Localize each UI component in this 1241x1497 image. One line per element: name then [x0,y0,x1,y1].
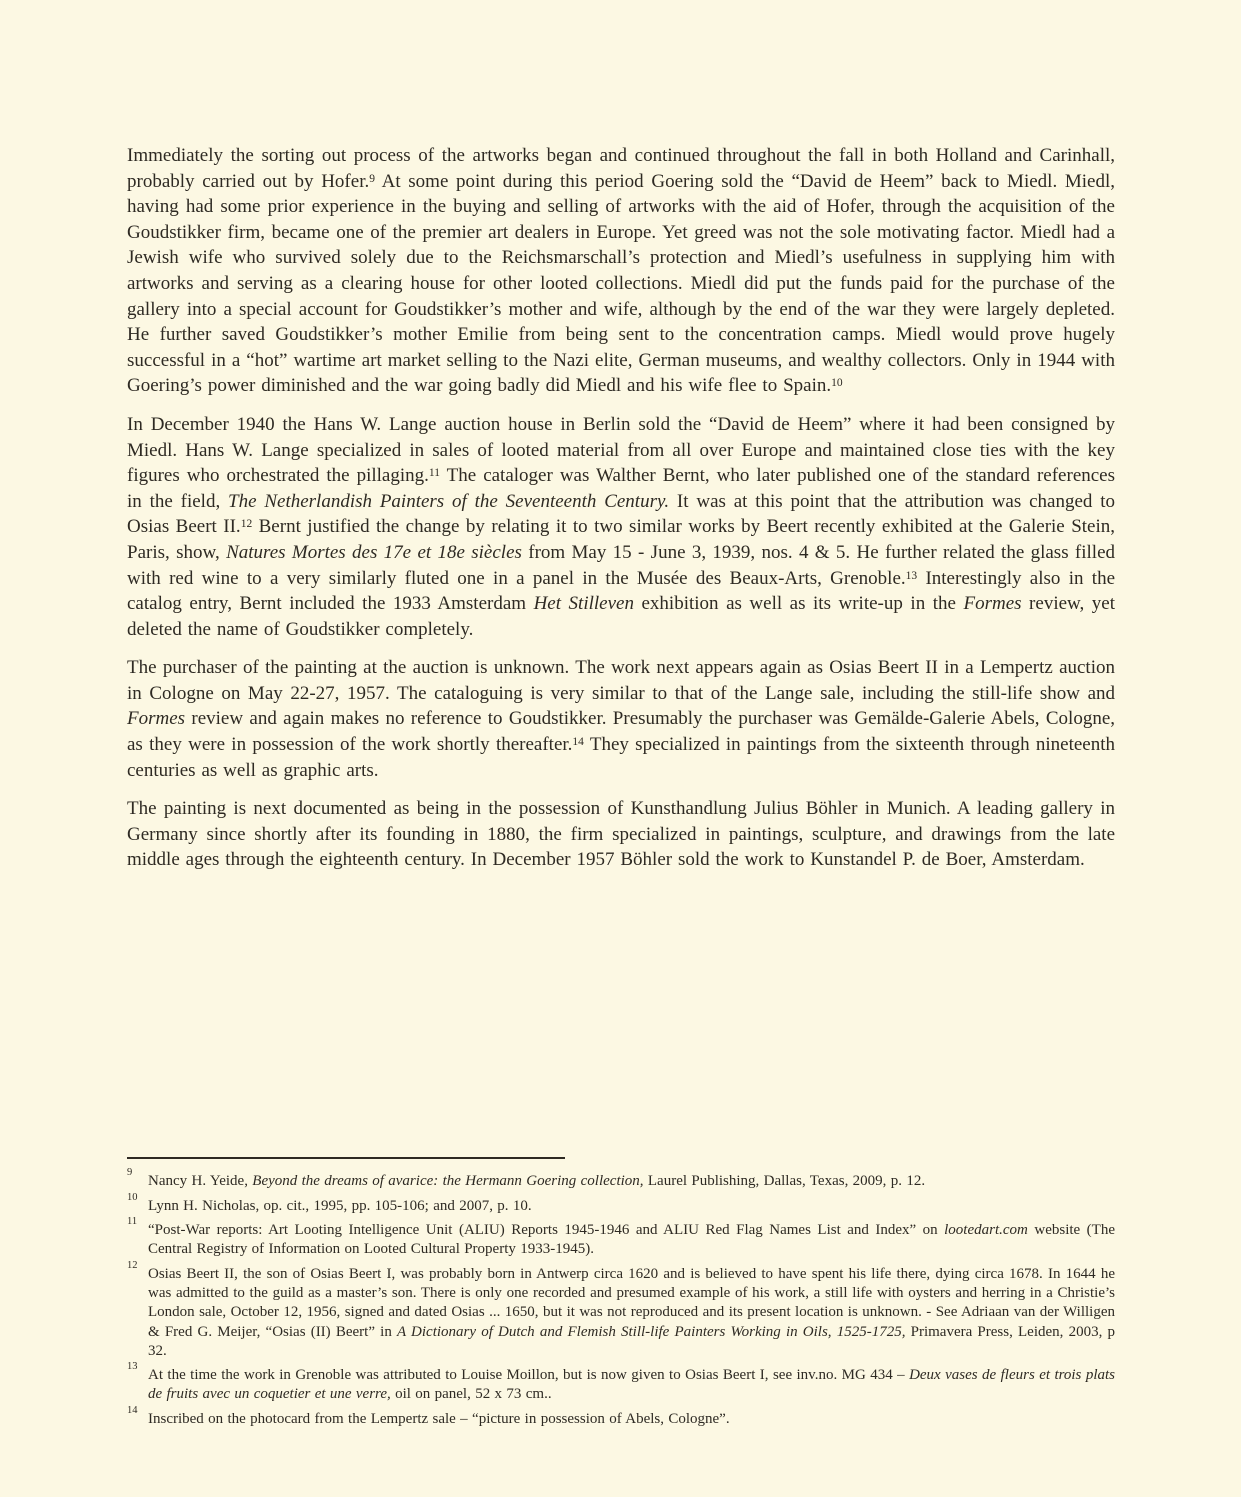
text-run: Immediately the sorting out process of the artworks began and continued throughout the fall in both Holland and Carinhall, probably carried out by Hofer. [127,145,1115,192]
text-run: At the time the work in Grenoble was attributed to Louise Moillon, but is now given to Osias Beert I, see inv.no. MG 434 – [148,1367,910,1384]
footnote-number: 10 [127,1191,138,1203]
text-run: “Post-War reports: Art Looting Intelligence Unit (ALIU) Reports 1945-1946 and ALIU Red Flag Names List and Index” on [148,1222,945,1239]
paragraph [127,796,1115,873]
paragraph [127,412,1115,642]
text-run: The purchaser of the painting at the auction is unknown. The work next appears again as Osias Beert II in a Lempertz auction in Cologne on May 22-27, 1957. The cataloguing is very similar to that of the Lange sale, including the still-life show and [127,657,1115,704]
footnote-number: 12 [127,1259,138,1271]
text-run: Deux vases de fleurs et trois plats de fruits avec un coquetier et une verre, [148,1367,1115,1403]
footnote-ref: 11 [428,467,440,480]
footnote-ref: 13 [905,569,918,582]
text-run: Natures Mortes des 17e et 18e siècles [226,541,522,563]
footnote-number: 13 [127,1361,138,1373]
text-run: The Netherlandish Painters of the Seventeenth Century. [228,490,670,512]
text-run: lootedart.com [944,1222,1028,1239]
footnote [127,1192,1115,1216]
footnote [127,1216,1115,1260]
text-run: Beyond the dreams of avarice: the Hermann Goering collection, [252,1173,644,1190]
footnote [127,1260,1115,1361]
text-run: Formes [127,708,186,730]
paragraph [127,655,1115,783]
text-run: Inscribed on the photocard from the Lempertz sale – “picture in possession of Abels, Cologne”. [148,1410,730,1427]
footnote-ref: 10 [831,377,843,390]
text-run: Lynn H. Nicholas, op. cit., 1995, pp. 105-106; and 2007, p. 10. [148,1197,532,1214]
text-run: Laurel Publishing, Dallas, Texas, 2009, p. 12. [643,1173,926,1190]
text-run: Het Stilleven [533,593,634,615]
text-run: website (The Central Registry of Information on Looted Cultural Property 1933-1945). [148,1222,1115,1258]
text-run: oil on panel, 52 x 73 cm.. [390,1386,552,1403]
text-run: The painting is next documented as being in the possession of Kunsthandlung Julius Böhler in Munich. A leading gallery in Germany since shortly after its founding in 1880, the firm specialized in paintings, sculpture, and drawings from the late middle ages through the eighteenth century. In December 1957 Böhler sold the work to Kunstandel P. de Boer, Amsterdam. [127,798,1115,871]
text-run: Nancy H. Yeide, [148,1173,253,1190]
footnote [127,1167,1115,1191]
text-run: from May 15 - June 3, 1939, nos. 4 & 5. He further related the glass filled with red wine to a very similarly fluted one in a panel in the Musée des Beaux-Arts, Grenoble. [127,541,1116,589]
text-run: They specialized in paintings from the sixteenth through nineteenth centuries as well as graphic arts. [127,734,1115,781]
footnote-number: 14 [127,1404,138,1416]
footnote-ref: 12 [240,518,253,531]
text-run: A Dictionary of Dutch and Flemish Still-life Painters Working in Oils, 1525-1725, [396,1323,906,1340]
footnote-number: 11 [127,1216,138,1228]
body-text [127,143,1115,873]
text-run: Bernt justified the change by relating it to two similar works by Beert recently exhibited at the Galerie Stein, Paris, show, [127,516,1115,563]
footnote-list [127,1167,1115,1429]
text-run: review, yet deleted the name of Goudstikker completely. [127,593,1116,640]
text-run: At some point during this period Goering sold the “David de Heem” back to Miedl. Miedl, having had some prior experience in the buying and selling of artworks with the aid of Hofer, through the acquisition of the Goudstikker firm, became one of the premier art dealers in Europe. Yet greed was not the sole motivating factor. Miedl had a Jewish wife who survived solely due to the Reichsmarschall’s protection and Miedl’s usefulness in supplying him with artworks and serving as a clearing house for other looted collections. Miedl did put the funds paid for the purchase of the gallery into a special account for Goudstikker’s mother and wife, although by the end of the war they were largely depleted. He further saved Goudstikker’s mother Emilie from being sent to the concentration camps. Miedl would prove hugely successful in a “hot” wartime art market selling to the Nazi elite, German museums, and wealthy collectors. Only in 1944 with Goering’s power diminished and the war going badly did Miedl and his wife flee to Spain. [127,170,1115,397]
footnote-ref: 9 [369,172,375,185]
text-run: In December 1940 the Hans W. Lange auction house in Berlin sold the “David de Heem” where it had been consigned by Miedl. Hans W. Lange specialized in sales of looted material from all over Europe and maintained close ties with the key figures who orchestrated the pillaging. [127,413,1115,487]
text-run: It was at this point that the attribution was changed to Osias Beert II. [127,490,1115,538]
footnote [127,1405,1115,1429]
text-run: Interestingly also in the catalog entry, Bernt included the 1933 Amsterdam [127,567,1116,615]
text-run: The cataloger was Walther Bernt, who later published one of the standard references in the field, [127,465,1116,512]
footnote-separator [127,1157,565,1159]
text-run: Formes [963,593,1022,615]
footnote-ref: 14 [572,736,584,749]
text-run: Osias Beert II, the son of Osias Beert I, was probably born in Antwerp circa 1620 and is believed to have spent his life there, dying circa 1678. In 1644 he was admitted to the guild as a master’s son. There is only one recorded and presumed example of his work, a still life with oysters and herring in a Christie’s London sale, October 12, 1956, signed and dated Osias ... 1650, but it was not reproduced and its present location is unknown. - See Adriaan van der Willigen & Fred G. Meijer, “Osias (II) Beert” in [148,1265,1115,1340]
footnotes-section [127,1157,1115,1429]
text-run: review and again makes no reference to Goudstikker. Presumably the purchaser was Gemälde-Galerie Abels, Cologne, as they were in possession of the work shortly thereafter. [127,708,1115,756]
footnote [127,1361,1115,1405]
text-run: exhibition as well as its write-up in the [633,593,964,615]
paragraph [127,143,1115,399]
text-run: Primavera Press, Leiden, 2003, p 32. [148,1323,1115,1359]
footnote-number: 9 [127,1167,133,1179]
